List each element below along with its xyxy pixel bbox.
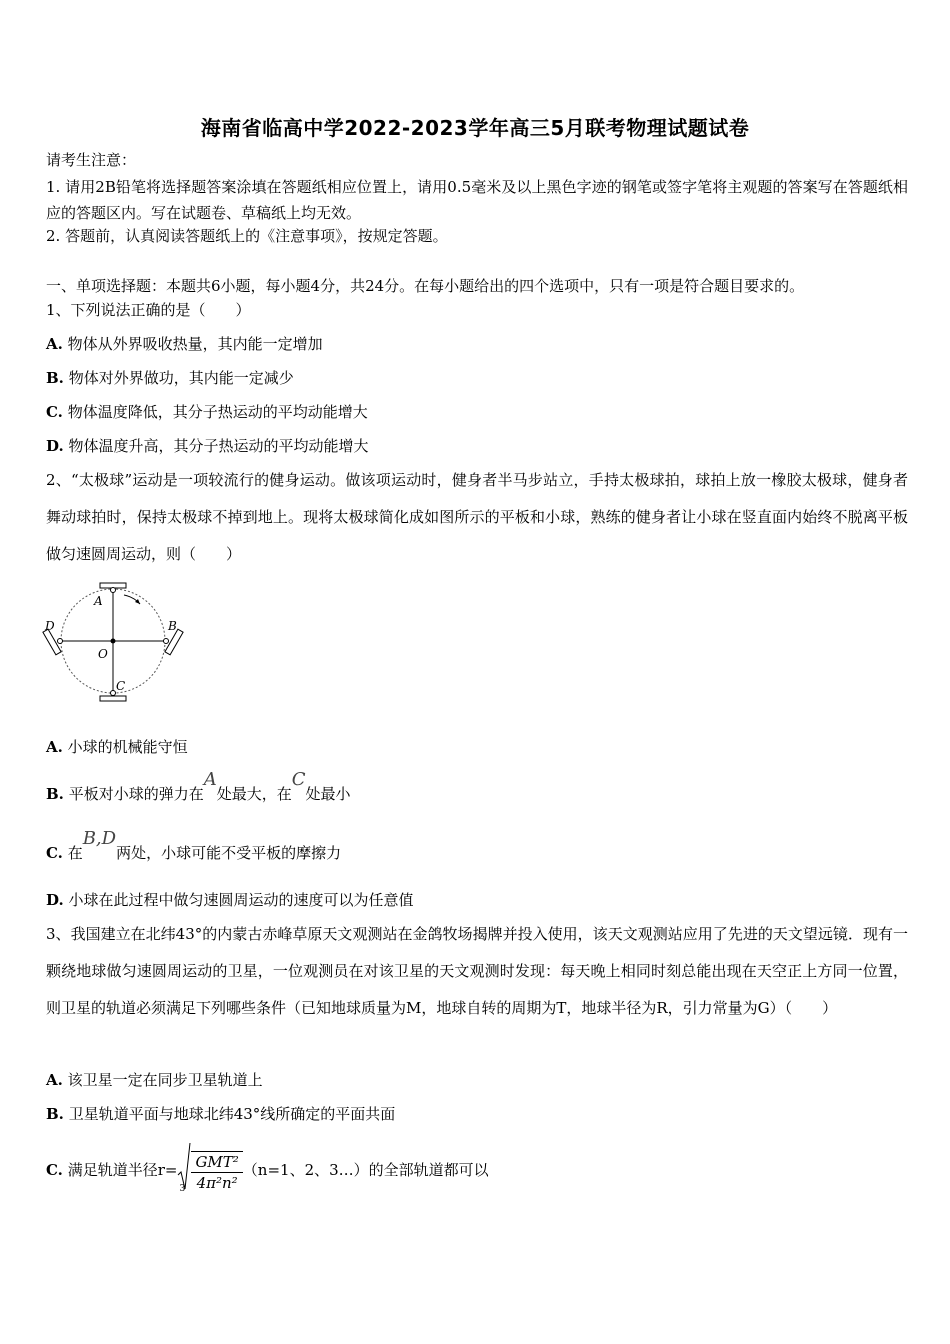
option-text: 物体对外界做功，其内能一定减少: [68, 369, 294, 387]
option-text: 物体温度降低，其分子热运动的平均动能增大: [67, 403, 368, 421]
question-1-option-c: [46, 402, 906, 422]
option-text: 小球的机械能守恒: [67, 738, 188, 756]
notice-item-2: 2. 答题前，认真阅读答题纸上的《注意事项》，按规定答题。: [46, 227, 448, 245]
option-letter: C.: [46, 844, 63, 862]
option-text: 处最大，在: [216, 785, 292, 803]
notice-heading: 请考生注意：: [46, 151, 137, 169]
cube-root-formula: [177, 1141, 242, 1201]
question-2-option-b: [46, 769, 906, 804]
option-text: 在: [67, 844, 83, 862]
option-text: 卫星轨道平面与地球北纬43°线所确定的平面共面: [68, 1105, 396, 1123]
option-text: 物体温度升高，其分子热运动的平均动能增大: [68, 437, 369, 455]
math-var-c: C: [291, 769, 306, 790]
ball-c: [111, 691, 116, 696]
option-letter: A.: [46, 738, 63, 756]
option-text: 小球在此过程中做匀速圆周运动的速度可以为任意值: [68, 891, 414, 909]
question-1-option-d: [46, 436, 906, 456]
question-3-option-a: [46, 1070, 906, 1090]
math-var-a: A: [203, 769, 217, 790]
option-text: 平板对小球的弹力在: [68, 785, 204, 803]
ball-a: [111, 588, 116, 593]
question-3-option-c: [46, 1140, 906, 1201]
fraction: [191, 1151, 242, 1193]
option-letter: B.: [46, 785, 64, 803]
question-2-option-c: [46, 828, 906, 863]
option-text: 物体从外界吸收热量，其内能一定增加: [67, 335, 323, 353]
option-text: 该卫星一定在同步卫星轨道上: [67, 1071, 263, 1089]
option-letter: D.: [46, 437, 64, 455]
section-header: 一、单项选择题：本题共6小题，每小题4分，共24分。在每小题给出的四个选项中，只有一项是符合题目要求的。: [46, 277, 805, 295]
option-text: 处最小: [305, 785, 351, 803]
option-letter: B.: [46, 1105, 64, 1123]
label-d: D: [45, 619, 55, 633]
question-1-option-b: [46, 368, 906, 388]
label-o: O: [98, 647, 108, 661]
option-text: 两处，小球可能不受平板的摩擦力: [116, 844, 342, 862]
fraction-numerator: GMT²: [191, 1152, 242, 1173]
option-text: 满足轨道半径r=: [67, 1161, 178, 1179]
option-letter: C.: [46, 403, 63, 421]
ball-d: [58, 639, 63, 644]
radical-sign: [177, 1141, 191, 1191]
root-index: 3: [179, 1184, 186, 1194]
math-var-bd: B,D: [82, 828, 117, 849]
option-letter: D.: [46, 891, 64, 909]
center-point: [111, 639, 116, 644]
option-letter: A.: [46, 1071, 63, 1089]
question-2-option-d: [46, 890, 906, 910]
ball-b: [164, 639, 169, 644]
taiji-ball-figure: [40, 582, 190, 707]
question-1-option-a: [46, 334, 906, 354]
label-a: A: [94, 594, 103, 608]
question-2-stem: 2、“太极球”运动是一项较流行的健身运动。做该项运动时，健身者半马步站立，手持太极球拍，球拍上放一橡胶太极球，健身者舞动球拍时，保持太极球不掉到地上。现将太极球简化成如图所示的平板和小球，熟练的健身者让小球在竖直面内始终不脱离平板做匀速圆周运动，则（ ）: [46, 471, 908, 563]
option-letter: C.: [46, 1161, 63, 1179]
plate-c: [100, 696, 126, 701]
option-letter: B.: [46, 369, 64, 387]
question-1-stem: 1、下列说法正确的是（ ）: [46, 301, 251, 319]
option-letter: A.: [46, 335, 63, 353]
question-3-option-b: [46, 1104, 906, 1124]
question-3-stem: 3、我国建立在北纬43°的内蒙古赤峰草原天文观测站在金鸽牧场揭牌并投入使用，该天文观测站应用了先进的天文望远镜．现有一颗绕地球做匀速圆周运动的卫星，一位观测员在对该卫星的天文观测时发现：每天晚上相同时刻总能出现在天空正上方同一位置，则卫星的轨道必须满足下列哪些条件（已知地球质量为M，地球自转的周期为T，地球半径为R，引力常量为G）（ ）: [46, 925, 908, 1017]
page-title: 海南省临高中学2022-2023学年高三5月联考物理试题试卷: [200, 116, 750, 140]
option-text: （n=1、2、3…）的全部轨道都可以: [242, 1161, 489, 1179]
fraction-denominator: 4π²n²: [196, 1174, 238, 1192]
notice-item-1: 1. 请用2B铅笔将选择题答案涂填在答题纸相应位置上，请用0.5毫米及以上黑色字迹的钢笔或签字笔将主观题的答案写在答题纸相应的答题区内。写在试题卷、草稿纸上均无效。: [46, 178, 908, 222]
label-b: B: [168, 619, 177, 633]
label-c: C: [116, 679, 126, 693]
question-2-option-a: [46, 737, 906, 757]
